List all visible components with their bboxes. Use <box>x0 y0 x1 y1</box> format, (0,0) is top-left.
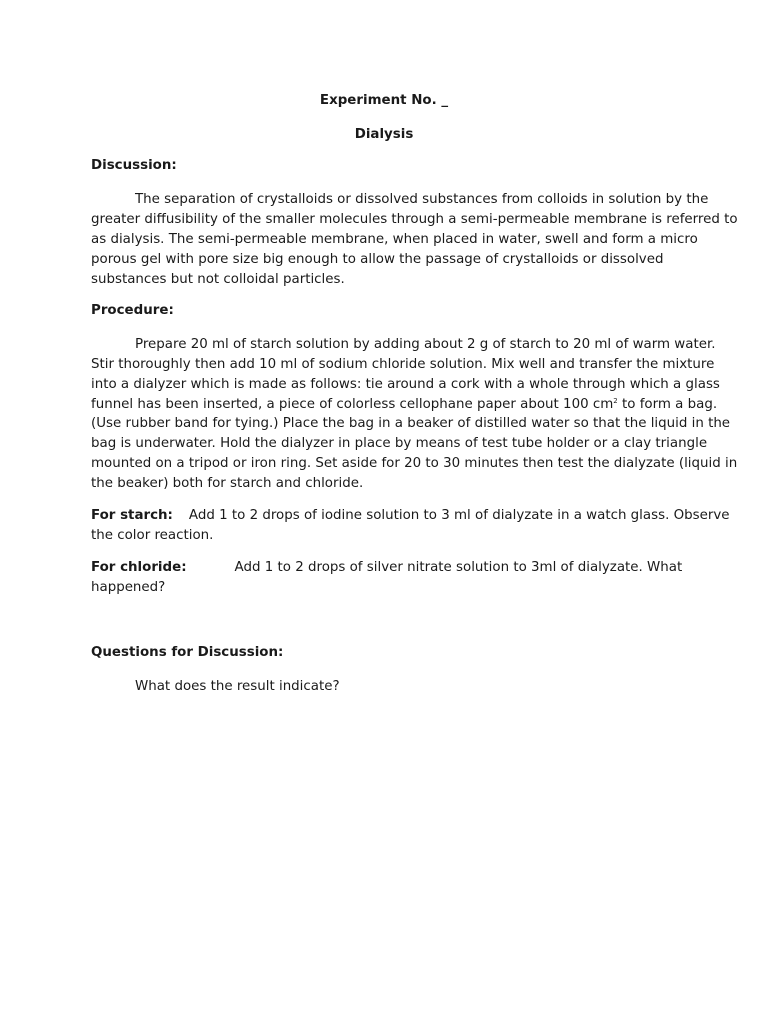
procedure-line: the beaker) both for starch and chloride. <box>91 476 364 491</box>
discussion-heading: Discussion: <box>91 158 177 173</box>
experiment-number: Experiment No. _ <box>319 93 449 108</box>
starch-label: For starch: <box>91 508 173 523</box>
discussion-line: substances but not colloidal particles. <box>91 272 345 287</box>
chloride-instruction: Add 1 to 2 drops of silver nitrate solution to 3ml of dialyzate. What <box>234 560 683 575</box>
chloride-test <box>91 558 682 578</box>
procedure-line: bag is underwater. Hold the dialyzer in place by means of test tube holder or a clay triangle <box>91 436 708 451</box>
procedure-line: into a dialyzer which is made as follows: tie around a cork with a whole through which a glass <box>91 377 720 392</box>
procedure-heading: Procedure: <box>91 303 174 318</box>
procedure-line <box>91 395 717 415</box>
question-item: What does the result indicate? <box>135 679 340 694</box>
procedure-line: Stir thoroughly then add 10 ml of sodium chloride solution. Mix well and transfer the mixture <box>91 357 715 372</box>
starch-instruction: Add 1 to 2 drops of iodine solution to 3 ml of dialyzate in a watch glass. Observe <box>188 508 730 523</box>
procedure-line: (Use rubber band for tying.) Place the bag in a beaker of distilled water so that the liquid in the <box>91 416 731 431</box>
chloride-label: For chloride: <box>91 560 187 575</box>
discussion-line: greater diffusibility of the smaller molecules through a semi-permeable membrane is referred to <box>91 212 738 227</box>
procedure-line-text: funnel has been inserted, a piece of colorless cellophane paper about 100 cm <box>91 397 614 412</box>
questions-heading: Questions for Discussion: <box>91 645 284 660</box>
chloride-instruction-cont: happened? <box>91 580 166 595</box>
discussion-line: The separation of crystalloids or dissolved substances from colloids in solution by the <box>135 192 709 207</box>
starch-test <box>91 506 730 526</box>
discussion-line: porous gel with pore size big enough to allow the passage of crystalloids or dissolved <box>91 252 664 267</box>
procedure-line: mounted on a tripod or iron ring. Set aside for 20 to 30 minutes then test the dialyzate (liquid in <box>91 456 738 471</box>
superscript-two: 2 <box>613 397 618 405</box>
discussion-line: as dialysis. The semi-permeable membrane, when placed in water, swell and form a micro <box>91 232 698 247</box>
page-title: Dialysis <box>354 127 414 142</box>
procedure-line-text: to form a bag. <box>617 397 718 412</box>
procedure-line: Prepare 20 ml of starch solution by adding about 2 g of starch to 20 ml of warm water. <box>135 337 716 352</box>
starch-instruction-cont: the color reaction. <box>91 528 214 543</box>
